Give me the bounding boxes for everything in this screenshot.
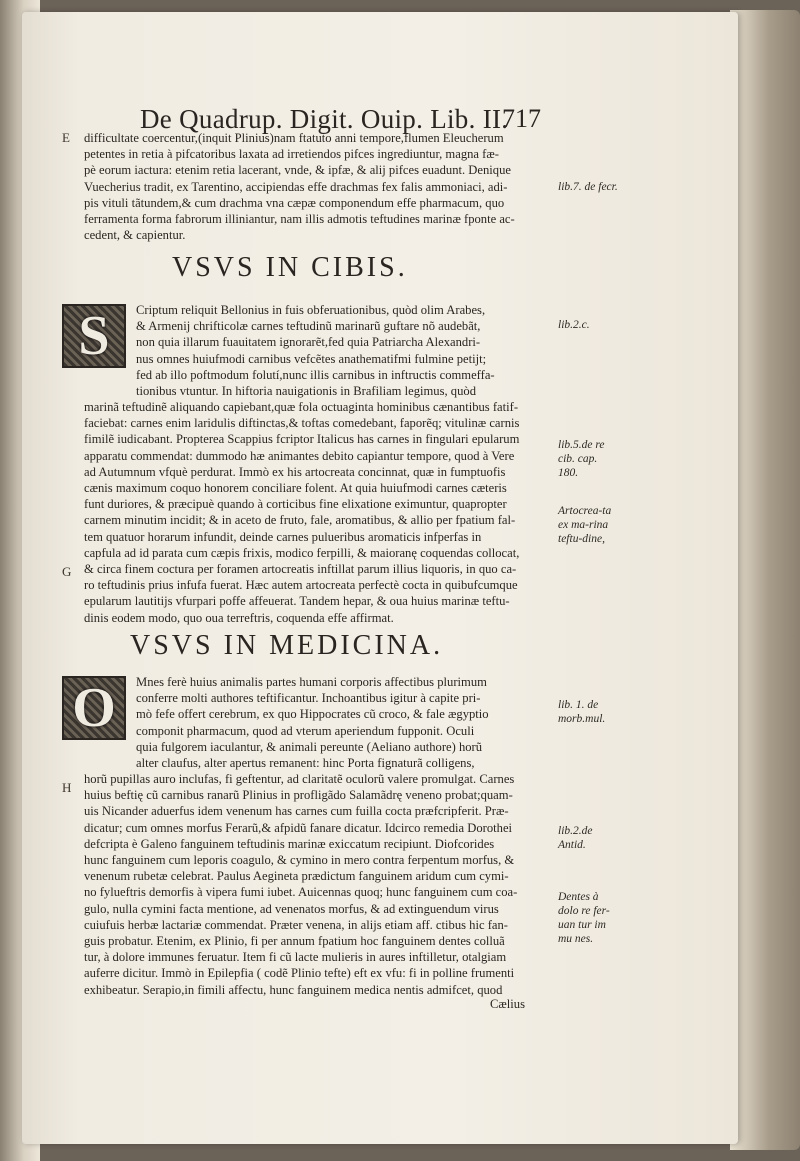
text-line: auferre dicitur. Immò in Epilepfia ( codẽ Plinio tefte) eft ex vfu: fi in polline frumenti <box>84 966 515 981</box>
margin-note-5: lib. 1. de morb.mul. <box>558 699 606 725</box>
text-line: venenum rubetæ celebrat. Paulus Aegineta prædictum fanguinem aridum cum cymi- <box>84 869 509 884</box>
text-line: dicatur; cum omnes morfus Ferarũ,& afpidũ fanare dicatur. Idcirco remedia Dorothei <box>84 820 513 835</box>
dropcap-s: S <box>62 304 126 368</box>
margin-note-1: lib.7. de fecr. <box>558 181 618 193</box>
text-line: Criptum reliquit Bellonius in fuis obferuationibus, quòd olim Arabes, <box>136 303 486 317</box>
text-line: marinã teftudinẽ aliquando capiebant,quæ fola octuaginta hominibus cænantibus fatif- <box>84 400 519 414</box>
margin-note-7: Dentes à dolo re fer-uan tur im mu nes. <box>558 891 610 945</box>
section-letter-h: H <box>62 780 72 795</box>
text-line: mò fefe offert cerebrum, ex quo Hippocrates cũ croco, & fale ægyptio <box>136 707 489 722</box>
section-letter-e: E <box>62 130 70 145</box>
text-line: guis probatur. Etenim, ex Plinio, fi per annum fpatium hoc fanguinem dentes colluã <box>84 934 505 949</box>
text-line: & circa finem coctura per foramen artocreatis inftillat parum illius liquoris, in quo ca- <box>84 562 517 577</box>
catchword: Cælius <box>490 997 525 1011</box>
heading-cibis: VSVS IN CIBIS. <box>172 252 408 283</box>
text-line: ferramenta forma fabrorum illiniantur, nam illis admotis teftudines marinæ fponte ac- <box>84 212 515 227</box>
text-line: difficultate coercentur,(inquit Plinius)nam ftatuto anni tempore,flumen Eleucherum <box>84 131 504 145</box>
text-line: gulo, nulla cymini facta mentione, ad venenatos morfus, & ad extinguendum virus <box>84 901 499 916</box>
text-line: no fylueftris demorfis à vipera fumi iubet. Auicennas quoq; hunc fanguinem cum coa- <box>84 885 518 900</box>
section-letter-g: G <box>62 564 72 579</box>
text-line: quia fulgorem iaculantur, & animali pereunte (Aeliano authore) horũ <box>136 739 483 754</box>
text-line: cænis maximum coquo honorem conciliare folent. At quia huiufmodi carnes cæteris <box>84 481 507 496</box>
medicina-paragraph-body <box>84 771 544 998</box>
medicina-paragraph-head <box>136 674 544 771</box>
text-line: apparatu commendat: dummodo hæ animantes debito capiantur tempore, quod à Vere <box>84 448 515 463</box>
text-line: tionibus vtuntur. In hiftoria nauigationis in Brafiliam legimus, quòd <box>136 384 476 399</box>
text-line: non quia illarum fuauitatem ignorarẽt,fed quia Patriarcha Alexandri- <box>136 335 481 350</box>
text-line: uis Nicander aduerfus idem venenum has carnes cum fuilla cocta præfcripferit. Præ- <box>84 804 509 819</box>
text-line: carnem minutim incidit; & in aceto de fruto, fale, aromatibus, & allio per fpatium fal- <box>84 513 516 528</box>
text-line: fimilẽ iudicabant. Propterea Scappius fcriptor Italicus has carnes in fingulari epularum <box>84 432 520 447</box>
text-line: pis vituli tãtundem,& cum drachma vna cæpæ componendum effe pharmacum, quo <box>84 195 505 210</box>
text-line: hunc fanguinem cum leporis coagulo, & cymino in mero contra ferpentum morfus, & <box>84 853 515 868</box>
text-line: Mnes ferè huius animalis partes humani corporis affectibus plurimum <box>136 675 487 689</box>
cibis-paragraph-head <box>136 302 544 399</box>
text-line: tem quatuor horarum infundit, deinde carnes pulueribus aromaticis infperfas in <box>84 529 482 544</box>
cibis-paragraph-body <box>84 399 544 626</box>
text-line: dinis eodem modo, quo oua terreftris, coquenda effe affirmat. <box>84 610 394 625</box>
text-line: petentes in retia à pifcatoribus laxata ad irretiendos pifces ingrediuntur, magna fæ- <box>84 147 499 162</box>
page-edges <box>730 10 800 1150</box>
heading-medicina: VSVS IN MEDICINA. <box>130 630 444 661</box>
text-line: cedent, & capientur. <box>84 228 186 243</box>
text-line: defcripta è Galeno fanguinem teftudinis marinæ exiccatum recipiunt. Diofcorides <box>84 836 495 851</box>
text-line: Vuecherius tradit, ex Tarentino, accipiendas effe drachmas fex falis ammoniaci, adi- <box>84 179 508 194</box>
text-line: huius beftię cũ carnibus ranarũ Plinius in profligãdo Salamãdrę veneno probat;quam- <box>84 788 513 803</box>
page-number: 717 <box>502 104 541 133</box>
page <box>22 12 738 1144</box>
text-line: ro teftudinis prius infufa fuerat. Hæc autem artocreata perfectè cocta in quibufcumque <box>84 578 518 593</box>
intro-paragraph <box>84 130 544 243</box>
text-line: pè eorum iactura: etenim retia lacerant, vnde, & ipfæ, & alij pifces euadunt. Denique <box>84 163 511 178</box>
margin-note-4: Artocrea-ta ex ma-rina teftu-dine, <box>558 505 612 545</box>
text-line: & Armenij chrifticolæ carnes teftudinũ marinarũ guftare nõ audebãt, <box>136 319 481 334</box>
text-line: conferre molti authores teftificantur. Inchoantibus igitur à capite pri- <box>136 691 481 706</box>
text-line: ad Autumnum vfquè perdurat. Immò ex his artocreata concinnat, quæ in fumptuofis <box>84 464 506 479</box>
margin-note-3: lib.5.de re cib. cap. 180. <box>558 439 605 479</box>
text-line: horũ pupillas auro inclufas, fi geftentur, ad claritatẽ oculorũ valere promulgat. Carnes <box>84 772 515 786</box>
margin-note-2: lib.2.c. <box>558 319 590 331</box>
text-line: tur, à dolore immunes feruatur. Item fi cũ lacte mulieris in aures inftilletur, otalgiam <box>84 950 507 965</box>
text-line: funt duriores, & præcipuè quando à corticibus fine elixatione eximuntur, quapropter <box>84 497 507 512</box>
text-line: alter claufus, alter apertus remanent: hinc Porta fignaturã colligens, <box>136 756 475 771</box>
text-line: exhibeatur. Serapio,in fimili affectu, hunc fanguinem medica nentis admifcet, quod <box>84 982 503 997</box>
text-line: fed ab illo poftmodum folutí,nunc illis carnibus in inftructis commeffa- <box>136 367 495 382</box>
text-line: componit pharmacum, quod ad vterum aperiendum fupponit. Oculi <box>136 723 475 738</box>
text-line: cuiufuis herbæ lactariæ commendat. Præter venena, in alijs etiam aff. ctibus hic fan- <box>84 917 508 932</box>
margin-note-6: lib.2.de Antid. <box>558 825 593 851</box>
dropcap-o: O <box>62 676 126 740</box>
text-line: nus omnes huiufmodi carnibus vefcẽtes anathematifmi fulmine petijt; <box>136 351 487 366</box>
text-line: capfula ad id parata cum cæpis frixis, modico ferpilli, & maioranę coquendas collocat, <box>84 545 520 560</box>
running-title: De Quadrup. Digit. Ouip. Lib. II. <box>140 104 509 134</box>
text-line: epularum lautitijs vfurpari poffe affeuerat. Tandem hepar, & oua huius marinæ teftu- <box>84 594 510 609</box>
text-line: faciebat: carnes enim laridulis diftinctas,& toftas comedebant, faporẽq; vitulinæ carnis <box>84 416 520 431</box>
